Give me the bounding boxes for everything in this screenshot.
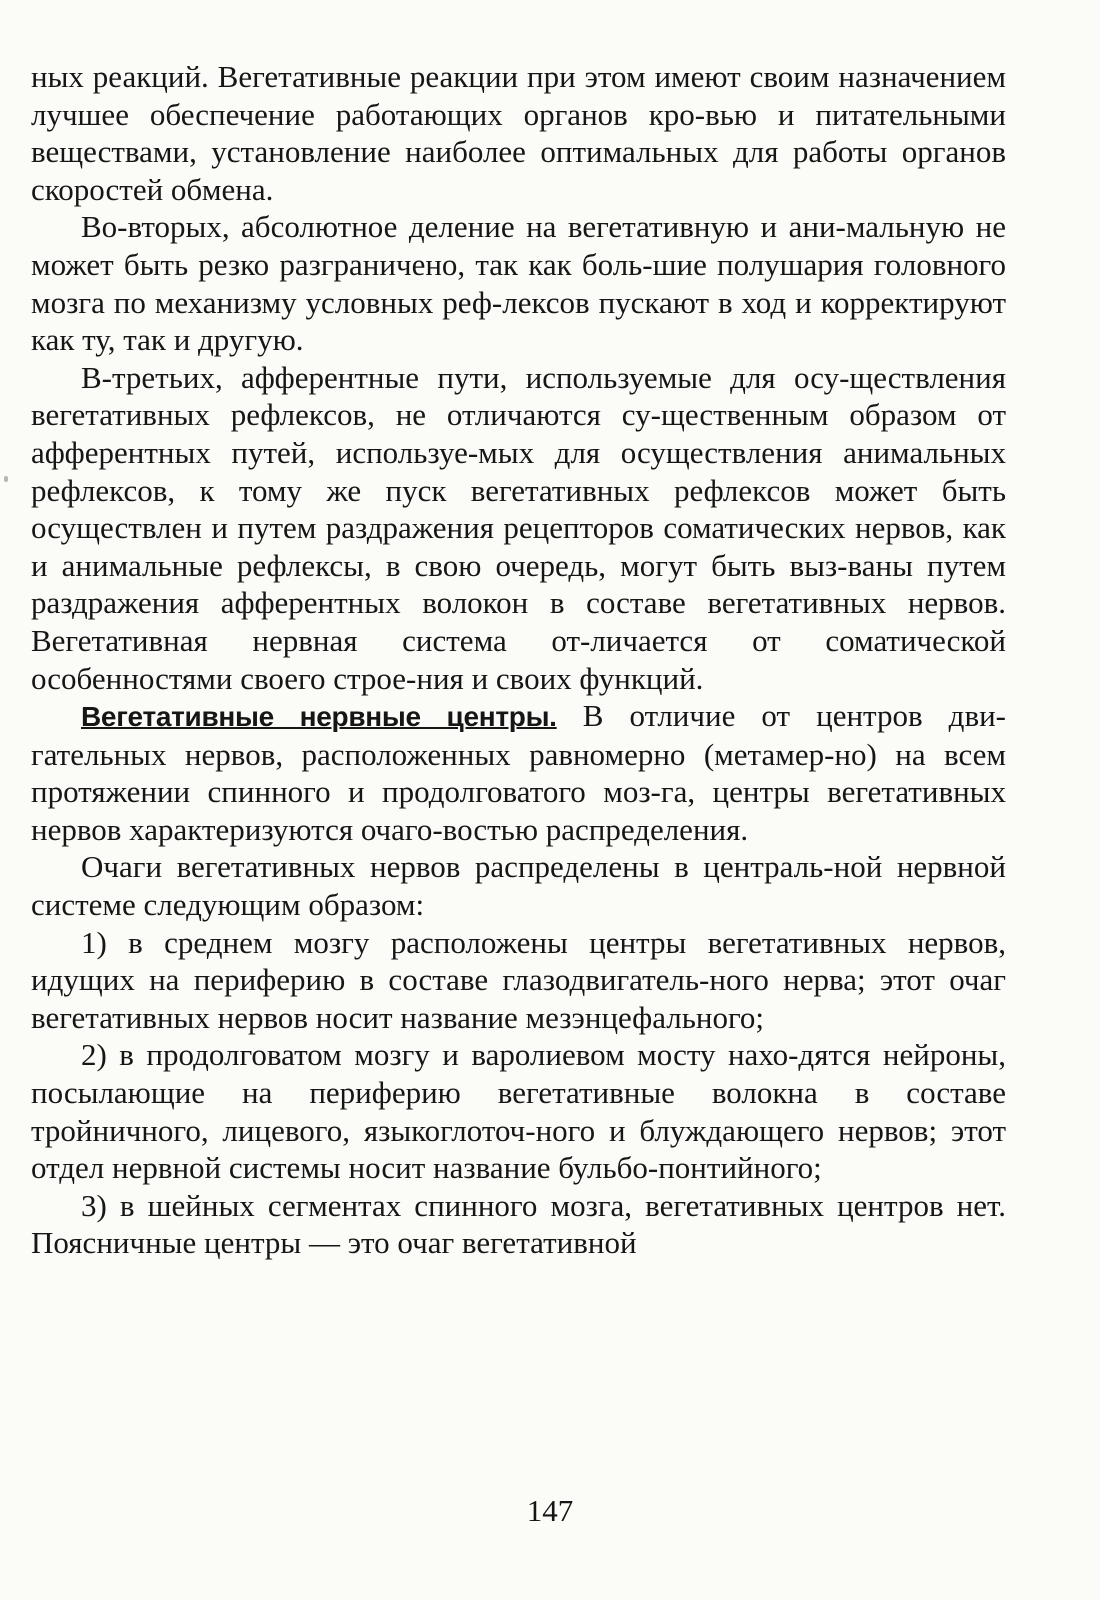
section-paragraph bbox=[31, 697, 1006, 848]
list-item-3: 3) в шейных сегментах спинного мозга, вегетативных центров нет. Поясничные центры — это очаг вегетативной bbox=[31, 1187, 1006, 1261]
paragraph-continuation: ных реакций. Вегетативные реакции при этом имеют своим назначением лучшее обеспечение работающих органов кро-вью и питательными веществами, установление наиболее оптимальных для работы органов скоростей обмена. bbox=[31, 59, 1006, 207]
list-item-2: 2) в продолговатом мозгу и варолиевом мосту нахо-дятся нейроны, посылающие на периферию вегетативные волокна в составе тройничного, лицевого, языкоглоточ-ного и блуждающего нервов; этот отдел нервной системы носит название бульбо-понтийного; bbox=[31, 1037, 1006, 1186]
scan-speck bbox=[4, 476, 8, 482]
section-heading: Вегетативные нервные центры. bbox=[81, 701, 557, 733]
page-number: 147 bbox=[526, 1493, 574, 1528]
list-item-1: 1) в среднем мозгу расположены центры вегетативных нервов, идущих на периферию в составе глазодвигатель-ного нерва; этот очаг вегетативных нервов носит название мезэнцефального; bbox=[31, 924, 1006, 1035]
page-body bbox=[31, 58, 1006, 1262]
paragraph-intro: Очаги вегетативных нервов распределены в централь-ной нервной системе следующим образом: bbox=[31, 849, 1006, 923]
section-text: В отличие от центров дви-гательных нервов, расположенных равномерно (метамер-но) на всем протяжении спинного и продолговатого моз-га, центры вегетативных нервов характеризуются очаго-востью распределения. bbox=[31, 698, 1006, 847]
paragraph-thirdly: В-третьих, афферентные пути, используемые для осу-ществления вегетативных рефлексов, не отличаются су-щественным образом от афферентных путей, используе-мых для осуществления анимальных рефлексов, к тому же пуск вегетативных рефлексов может быть осуществлен и путем раздражения рецепторов соматических нервов, как и анимальные рефлексы, в свою очередь, могут быть выз-ваны путем раздражения афферентных волокон в составе вегетативных нервов. Вегетативная нервная система от-личается от соматической особенностями своего строе-ния и своих функций. bbox=[31, 359, 1006, 696]
paragraph-secondly: Во-вторых, абсолютное деление на вегетативную и ани-мальную не может быть резко разграничено, так как боль-шие полушария головного мозга по механизму условных реф-лексов пускают в ход и корректируют как ту, так и другую. bbox=[31, 209, 1006, 358]
